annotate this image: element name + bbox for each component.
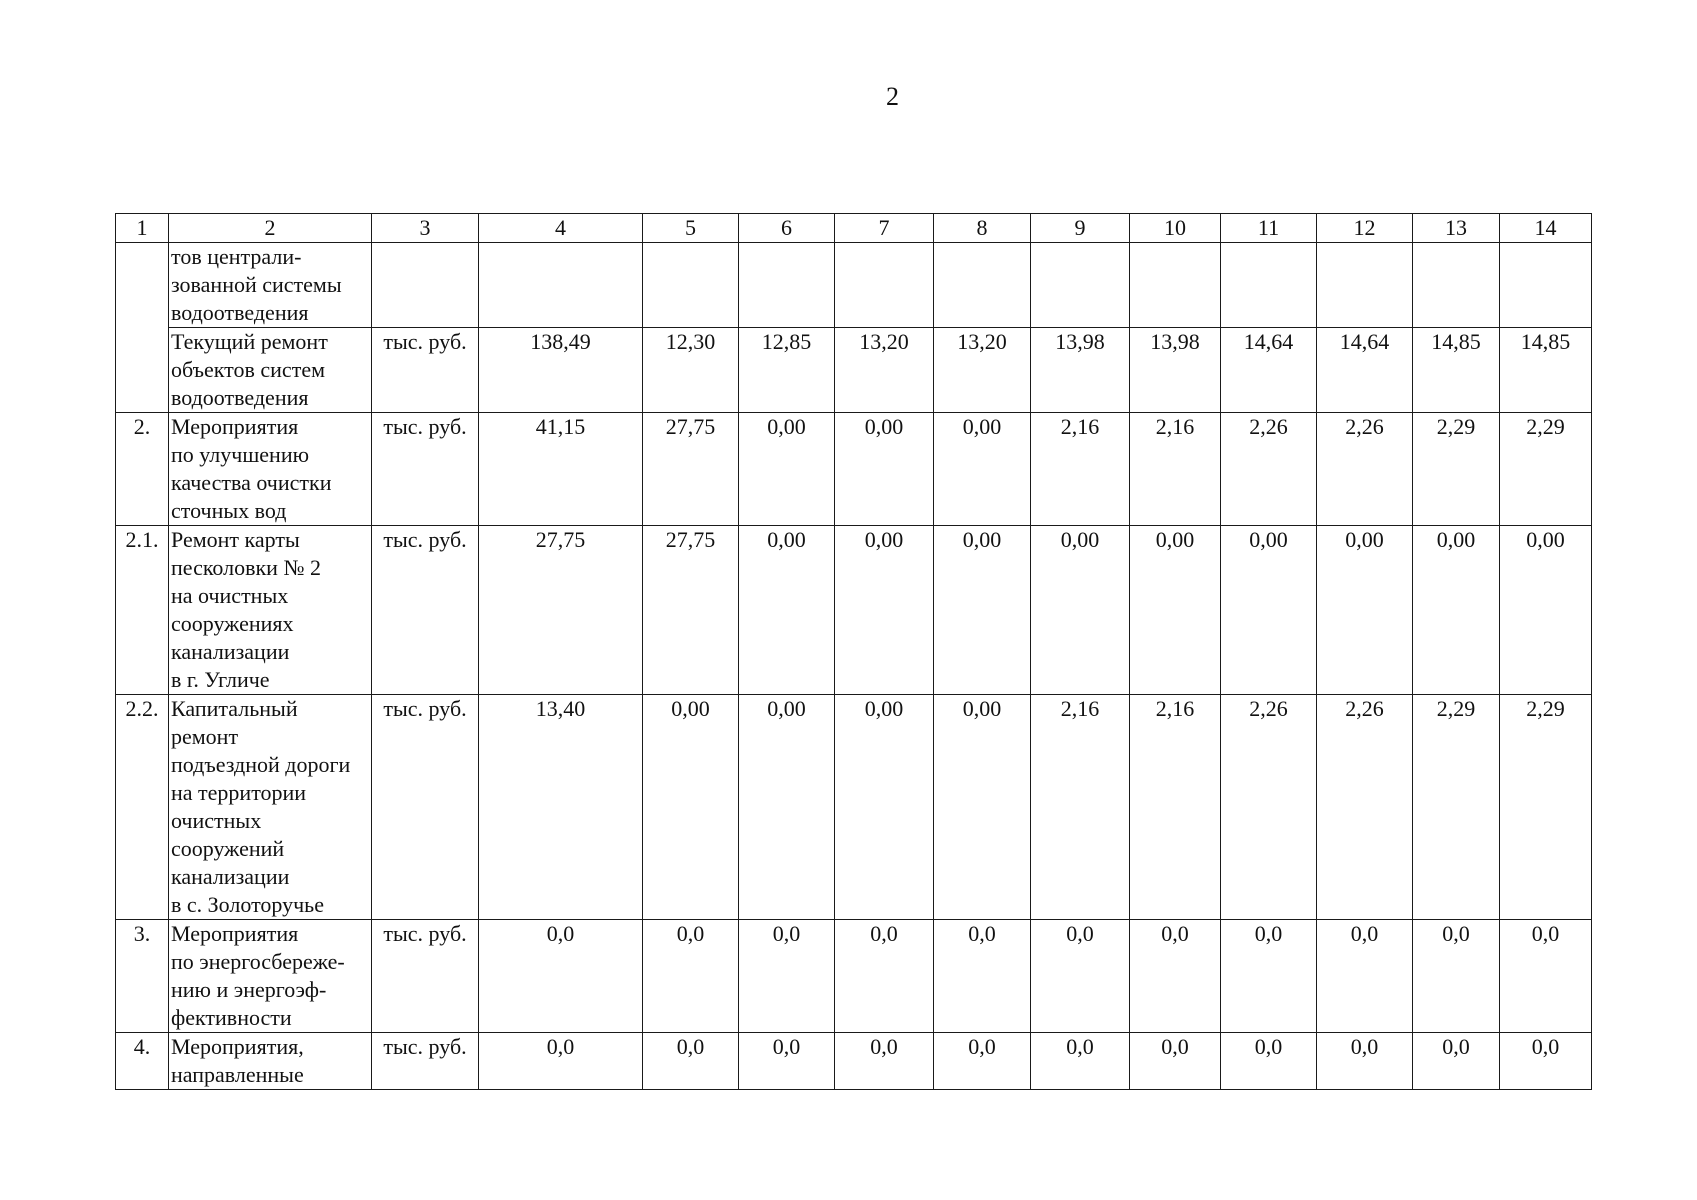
table-row	[116, 1033, 1592, 1090]
column-header: 5	[643, 214, 739, 243]
value-cell: 0,00	[739, 413, 835, 526]
value-cell: 0,00	[1413, 526, 1500, 695]
value-cell	[643, 243, 739, 328]
value-cell: 0,0	[1031, 1033, 1130, 1090]
table-body	[116, 214, 1592, 1090]
value-cell: 0,0	[643, 920, 739, 1033]
row-name-line: тов централи-	[171, 244, 302, 269]
table-row	[116, 328, 1592, 413]
column-header: 3	[372, 214, 479, 243]
column-header: 14	[1500, 214, 1592, 243]
value-cell: 0,00	[934, 695, 1031, 920]
row-name-line: канализации	[171, 864, 290, 889]
value-cell: 41,15	[479, 413, 643, 526]
value-cell: 13,40	[479, 695, 643, 920]
value-cell: 12,30	[643, 328, 739, 413]
row-name-line: сточных вод	[171, 498, 287, 523]
row-name-line: Мероприятия	[171, 414, 299, 439]
row-name-line: зованной системы	[171, 272, 342, 297]
row-name-line: по улучшению	[171, 442, 310, 467]
value-cell: 0,0	[1317, 920, 1413, 1033]
data-table	[115, 213, 1592, 1090]
column-header: 13	[1413, 214, 1500, 243]
value-cell: 0,00	[835, 413, 934, 526]
row-unit-cell: тыс. руб.	[372, 695, 479, 920]
value-cell: 2,29	[1500, 413, 1592, 526]
value-cell: 0,00	[1221, 526, 1317, 695]
value-cell: 2,26	[1317, 413, 1413, 526]
value-cell: 0,00	[1317, 526, 1413, 695]
row-name-cell	[169, 243, 372, 328]
table-row	[116, 920, 1592, 1033]
column-header: 8	[934, 214, 1031, 243]
column-header: 1	[116, 214, 169, 243]
value-cell: 27,75	[643, 526, 739, 695]
value-cell: 14,64	[1221, 328, 1317, 413]
value-cell: 2,16	[1031, 413, 1130, 526]
value-cell	[1500, 243, 1592, 328]
value-cell: 0,00	[1031, 526, 1130, 695]
row-name-line: ремонт	[171, 724, 239, 749]
value-cell: 27,75	[479, 526, 643, 695]
value-cell: 2,16	[1130, 695, 1221, 920]
row-name-line: Текущий ремонт	[171, 329, 328, 354]
value-cell: 2,29	[1413, 413, 1500, 526]
value-cell: 0,00	[835, 695, 934, 920]
row-unit-cell: тыс. руб.	[372, 328, 479, 413]
row-unit-cell: тыс. руб.	[372, 526, 479, 695]
row-name-line: водоотведения	[171, 300, 309, 325]
column-header: 4	[479, 214, 643, 243]
value-cell: 0,0	[934, 1033, 1031, 1090]
value-cell: 0,0	[1413, 1033, 1500, 1090]
value-cell: 138,49	[479, 328, 643, 413]
table-row	[116, 695, 1592, 920]
row-name-line: в г. Угличе	[171, 667, 270, 692]
value-cell: 0,0	[835, 920, 934, 1033]
value-cell: 13,20	[934, 328, 1031, 413]
value-cell: 0,0	[1031, 920, 1130, 1033]
row-name-line: водоотведения	[171, 385, 309, 410]
row-name-line: фективности	[171, 1005, 292, 1030]
value-cell: 14,85	[1500, 328, 1592, 413]
column-header: 6	[739, 214, 835, 243]
row-name-line: Мероприятия,	[171, 1034, 304, 1059]
value-cell: 2,26	[1317, 695, 1413, 920]
page-number: 2	[886, 82, 899, 111]
value-cell: 0,0	[1130, 920, 1221, 1033]
value-cell	[1413, 243, 1500, 328]
value-cell: 0,0	[1500, 920, 1592, 1033]
row-name-cell	[169, 1033, 372, 1090]
row-name-line: в с. Золоторучье	[171, 892, 324, 917]
row-number-cell: 2.1.	[116, 526, 169, 695]
value-cell: 0,0	[934, 920, 1031, 1033]
column-header: 12	[1317, 214, 1413, 243]
row-name-line: на очистных	[171, 583, 289, 608]
value-cell: 0,00	[739, 526, 835, 695]
value-cell: 0,00	[934, 413, 1031, 526]
value-cell: 0,0	[835, 1033, 934, 1090]
value-cell: 2,29	[1413, 695, 1500, 920]
row-number-cell: 2.	[116, 413, 169, 526]
value-cell: 0,0	[1221, 920, 1317, 1033]
row-unit-cell	[372, 243, 479, 328]
value-cell: 13,98	[1031, 328, 1130, 413]
value-cell: 2,16	[1031, 695, 1130, 920]
row-name-cell	[169, 920, 372, 1033]
column-header: 10	[1130, 214, 1221, 243]
row-name-line: по энергосбереже-	[171, 949, 345, 974]
value-cell	[1317, 243, 1413, 328]
value-cell: 0,0	[643, 1033, 739, 1090]
row-name-line: направленные	[171, 1062, 304, 1087]
row-name-line: Ремонт карты	[171, 527, 300, 552]
value-cell: 2,16	[1130, 413, 1221, 526]
row-unit-cell: тыс. руб.	[372, 920, 479, 1033]
value-cell: 0,00	[739, 695, 835, 920]
row-unit-cell: тыс. руб.	[372, 1033, 479, 1090]
value-cell: 2,26	[1221, 413, 1317, 526]
value-cell: 13,98	[1130, 328, 1221, 413]
value-cell: 0,00	[1500, 526, 1592, 695]
value-cell: 0,0	[1317, 1033, 1413, 1090]
value-cell	[835, 243, 934, 328]
row-name-line: песколовки № 2	[171, 555, 321, 580]
value-cell: 0,00	[643, 695, 739, 920]
value-cell: 0,0	[1221, 1033, 1317, 1090]
value-cell: 27,75	[643, 413, 739, 526]
value-cell: 0,0	[1130, 1033, 1221, 1090]
row-name-cell	[169, 526, 372, 695]
column-header: 11	[1221, 214, 1317, 243]
row-number-cell: 4.	[116, 1033, 169, 1090]
value-cell: 0,00	[934, 526, 1031, 695]
row-name-line: очистных	[171, 808, 262, 833]
value-cell: 0,00	[1130, 526, 1221, 695]
table-row	[116, 243, 1592, 328]
value-cell: 0,00	[835, 526, 934, 695]
value-cell: 0,0	[479, 1033, 643, 1090]
row-number-cell	[116, 328, 169, 413]
value-cell: 13,20	[835, 328, 934, 413]
table-header-row	[116, 214, 1592, 243]
value-cell	[934, 243, 1031, 328]
value-cell	[1130, 243, 1221, 328]
value-cell	[1221, 243, 1317, 328]
value-cell: 14,85	[1413, 328, 1500, 413]
row-number-cell: 3.	[116, 920, 169, 1033]
row-number-cell: 2.2.	[116, 695, 169, 920]
table-row	[116, 526, 1592, 695]
row-name-line: объектов систем	[171, 357, 325, 382]
row-number-cell	[116, 243, 169, 328]
row-name-cell	[169, 328, 372, 413]
table-row	[116, 413, 1592, 526]
value-cell: 0,0	[739, 1033, 835, 1090]
row-name-line: сооружений	[171, 836, 285, 861]
row-name-line: Капитальный	[171, 696, 298, 721]
value-cell: 0,0	[1413, 920, 1500, 1033]
value-cell: 0,0	[1500, 1033, 1592, 1090]
row-name-line: подъездной дороги	[171, 752, 351, 777]
column-header: 9	[1031, 214, 1130, 243]
column-header: 7	[835, 214, 934, 243]
row-name-line: сооружениях	[171, 611, 294, 636]
column-header: 2	[169, 214, 372, 243]
value-cell: 2,29	[1500, 695, 1592, 920]
row-name-line: канализации	[171, 639, 290, 664]
value-cell: 0,0	[739, 920, 835, 1033]
row-name-line: Мероприятия	[171, 921, 299, 946]
value-cell: 14,64	[1317, 328, 1413, 413]
row-name-line: нию и энергоэф-	[171, 977, 327, 1002]
row-name-cell	[169, 695, 372, 920]
row-name-cell	[169, 413, 372, 526]
value-cell: 12,85	[739, 328, 835, 413]
row-name-line: качества очистки	[171, 470, 332, 495]
value-cell: 0,0	[479, 920, 643, 1033]
row-unit-cell: тыс. руб.	[372, 413, 479, 526]
value-cell	[739, 243, 835, 328]
value-cell	[479, 243, 643, 328]
row-name-line: на территории	[171, 780, 307, 805]
value-cell: 2,26	[1221, 695, 1317, 920]
value-cell	[1031, 243, 1130, 328]
